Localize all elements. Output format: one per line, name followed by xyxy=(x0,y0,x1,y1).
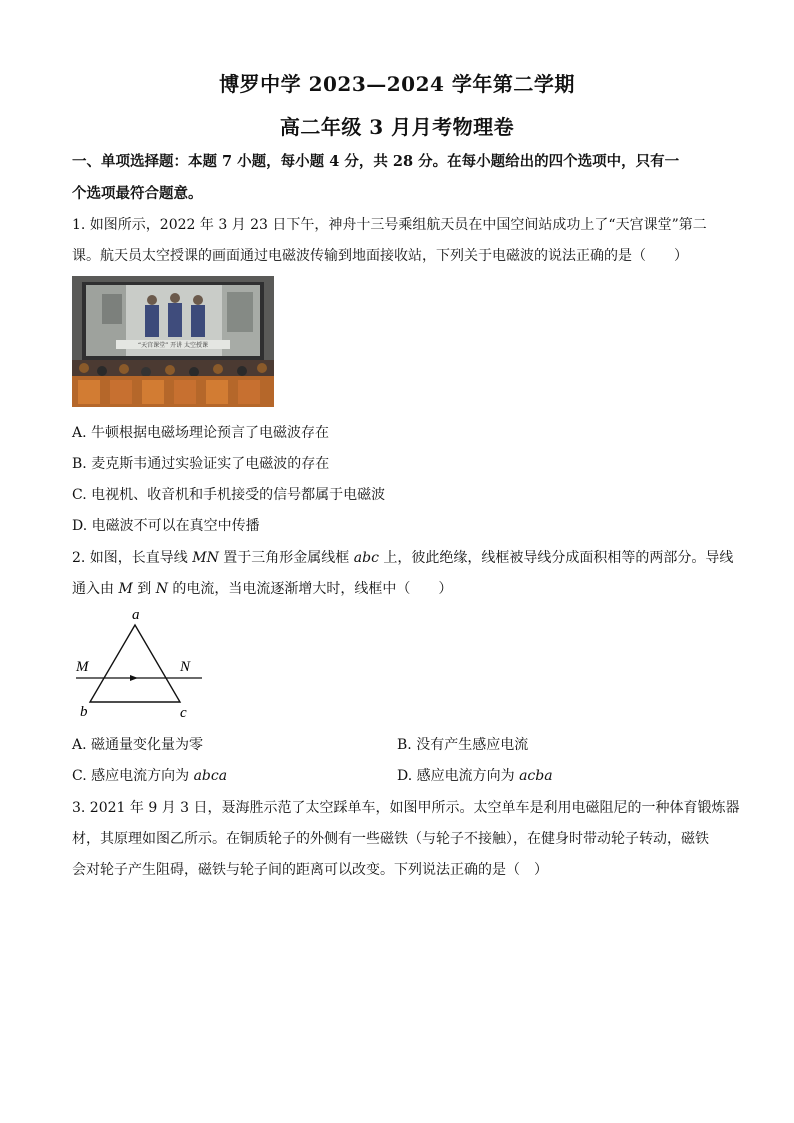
q2-stem-text: 通入由 xyxy=(72,581,119,597)
current-arrow-icon xyxy=(130,675,138,681)
q1-option-d: D. 电磁波不可以在真空中传播 xyxy=(72,518,260,534)
triangle-frame xyxy=(90,625,180,702)
section-heading-line1: 一、单项选择题：本题 7 小题，每小题 4 分，共 28 分。在每小题给出的四个选项中，只有一 xyxy=(72,153,680,170)
q1-option-b: B. 麦克斯韦通过实验证实了电磁波的存在 xyxy=(72,456,330,472)
option-text: D. 感应电流方向为 xyxy=(397,768,520,784)
option-text: C. 感应电流方向为 xyxy=(72,768,194,784)
q1-stem-line2: 课。航天员太空授课的画面通过电磁波传输到地面接收站，下列关于电磁波的说法正确的是（ ） xyxy=(72,248,688,264)
vertex-b-label: b xyxy=(80,704,88,720)
q3-stem-line2: 材，其原理如图乙所示。在铜质轮子的外侧有一些磁铁（与轮子不接触），在健身时带动轮子转动，磁铁 xyxy=(72,831,709,847)
q2-stem-text: 上，彼此绝缘，线框被导线分成面积相等的两部分。导线 xyxy=(378,550,734,566)
q2-stem-text: 2. 如图，长直导线 xyxy=(72,550,193,566)
q2-stem-text: 到 xyxy=(132,581,156,597)
photo-caption: “天宫课堂” 开讲 太空授课 xyxy=(137,342,209,349)
photo-illustration xyxy=(72,276,274,407)
end-m-label: M xyxy=(76,659,89,675)
q2-stem-text: 的电流，当电流逐渐增大时，线框中（ ） xyxy=(167,581,453,597)
q1-option-c: C. 电视机、收音机和手机接受的信号都属于电磁波 xyxy=(72,487,386,503)
q2-option-d xyxy=(397,765,553,785)
q2-stem-text: 置于三角形金属线框 xyxy=(218,550,354,566)
direction-abca: abca xyxy=(193,768,228,784)
vertex-c-label: c xyxy=(180,705,187,721)
direction-acba: acba xyxy=(519,768,553,784)
q3-stem-line1: 3. 2021 年 9 月 3 日，聂海胜示范了太空踩单车，如图甲所示。太空单车是利用电磁阻尼的一种体育锻炼器 xyxy=(72,800,740,816)
section-heading-line2: 个选项最符合题意。 xyxy=(72,185,203,202)
q2-stem-line2 xyxy=(72,578,452,598)
point-n-label: N xyxy=(155,581,168,597)
tiangong-classroom-photo xyxy=(72,276,274,407)
q3-stem-line3: 会对轮子产生阻碍，磁铁与轮子间的距离可以改变。下列说法正确的是（ ） xyxy=(72,862,548,878)
q2-option-a: A. 磁通量变化量为零 xyxy=(72,737,204,753)
point-m-label: M xyxy=(118,581,133,597)
q1-stem-line1: 1. 如图所示，2022 年 3 月 23 日下午，神舟十三号乘组航天员在中国空间站成功上了“天宫课堂”第二 xyxy=(72,217,707,233)
q2-option-b: B. 没有产生感应电流 xyxy=(397,737,529,753)
end-n-label: N xyxy=(180,659,191,675)
frame-abc-label: abc xyxy=(353,550,379,566)
q2-option-c xyxy=(72,765,227,785)
exam-subtitle: 高二年级 3 月月考物理卷 xyxy=(279,115,515,139)
triangle-wire-diagram xyxy=(72,605,212,723)
exam-title: 博罗中学 2023—2024 学年第二学期 xyxy=(219,72,575,96)
q1-option-a: A. 牛顿根据电磁场理论预言了电磁波存在 xyxy=(72,425,330,441)
triangle-wire-svg xyxy=(72,605,212,723)
vertex-a-label: a xyxy=(132,607,140,623)
wire-mn-label: MN xyxy=(192,550,219,566)
q2-stem-line1 xyxy=(72,547,733,567)
